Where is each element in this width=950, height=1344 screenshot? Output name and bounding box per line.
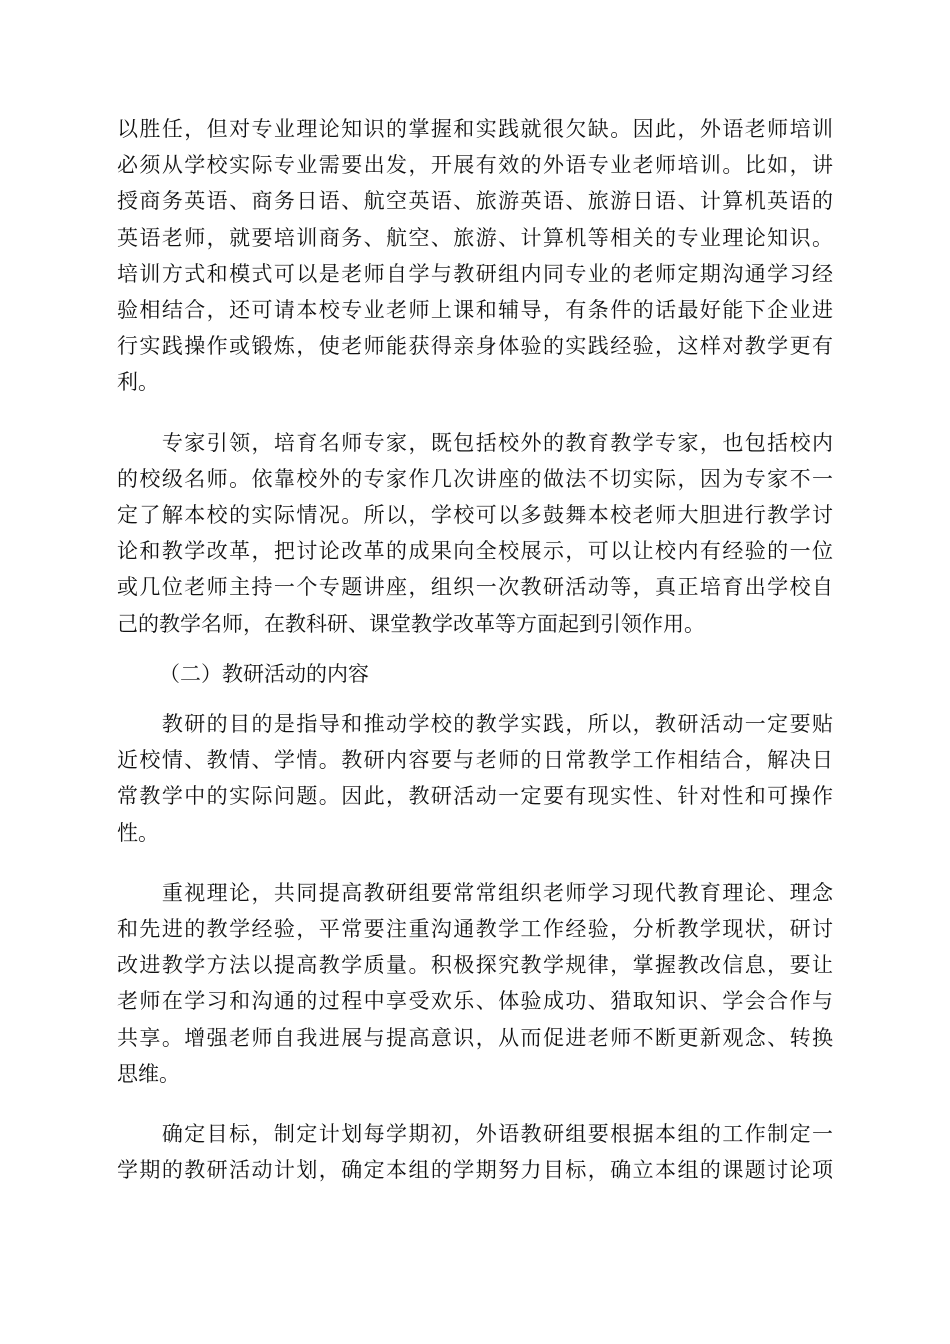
text-line: 必须从学校实际专业需要出发，开展有效的外语专业老师培训。比如，讲	[117, 153, 833, 178]
text-line: 常教学中的实际问题。因此，教研活动一定要有现实性、针对性和可操作	[117, 784, 833, 809]
text-line: 培训方式和模式可以是老师自学与教研组内同专业的老师定期沟通学习经	[117, 261, 833, 286]
paragraph-theory	[117, 875, 833, 1092]
paragraph-gap	[117, 401, 833, 425]
paragraph-gap	[117, 851, 833, 875]
text-line: 老师在学习和沟通的过程中享受欢乐、体验成功、猎取知识、学会合作与	[117, 989, 833, 1014]
document-body	[117, 111, 833, 1188]
paragraph-gap	[117, 642, 833, 656]
text-line: 或几位老师主持一个专题讲座，组织一次教研活动等，真正培育出学校自	[117, 575, 833, 600]
paragraph-research-purpose	[117, 706, 833, 851]
text-line: 教研的目的是指导和推动学校的教学实践，所以，教研活动一定要贴	[117, 712, 833, 737]
text-line: 重视理论，共同提高教研组要常常组织老师学习现代教育理论、理念	[117, 880, 833, 905]
section-heading	[117, 656, 833, 692]
text-line: 和先进的教学经验，平常要注重沟通教学工作经验，分析教学现状，研讨	[117, 917, 833, 942]
text-line: 论和教学改革，把讨论改革的成果向全校展示，可以让校内有经验的一位	[117, 539, 833, 564]
text-line: 改进教学方法以提高教学质量。积极探究教学规律，掌握教改信息，要让	[117, 953, 833, 978]
paragraph-teacher-training	[117, 111, 833, 401]
text-line: 英语老师，就要培训商务、航空、旅游、计算机等相关的专业理论知识。	[117, 225, 833, 250]
paragraph-gap	[117, 692, 833, 706]
text-line: 验相结合，还可请本校专业老师上课和辅导，有条件的话最好能下企业进	[117, 298, 833, 323]
text-line: 思维。	[117, 1061, 180, 1086]
paragraph-goals	[117, 1116, 833, 1188]
paragraph-gap	[117, 1092, 833, 1116]
text-line: 授商务英语、商务日语、航空英语、旅游英语、旅游日语、计算机英语的	[117, 189, 833, 214]
text-line: 共享。增强老师自我进展与提高意识，从而促进老师不断更新观念、转换	[117, 1025, 833, 1050]
text-line: 以胜任，但对专业理论知识的掌握和实践就很欠缺。因此，外语老师培训	[117, 117, 833, 141]
text-line: 定了解本校的实际情况。所以，学校可以多鼓舞本校老师大胆进行教学讨	[117, 503, 833, 528]
section-heading-text: （二）教研活动的内容	[159, 661, 369, 686]
text-line: 的校级名师。依靠校外的专家作几次讲座的做法不切实际，因为专家不一	[117, 466, 833, 491]
text-line: 己的教学名师，在教科研、课堂教学改革等方面起到引领作用。	[117, 611, 705, 636]
text-line: 专家引领，培育名师专家，既包括校外的教育教学专家，也包括校内	[117, 430, 833, 455]
text-line: 近校情、教情、学情。教研内容要与老师的日常教学工作相结合，解决日	[117, 748, 833, 773]
text-line: 确定目标，制定计划每学期初，外语教研组要根据本组的工作制定一	[117, 1122, 833, 1147]
text-line: 学期的教研活动计划，确定本组的学期努力目标，确立本组的课题讨论项	[117, 1158, 833, 1183]
text-line: 性。	[117, 820, 159, 845]
text-line: 行实践操作或锻炼，使老师能获得亲身体验的实践经验，这样对教学更有	[117, 334, 833, 359]
paragraph-expert-guidance	[117, 425, 833, 642]
text-line: 利。	[117, 370, 159, 395]
